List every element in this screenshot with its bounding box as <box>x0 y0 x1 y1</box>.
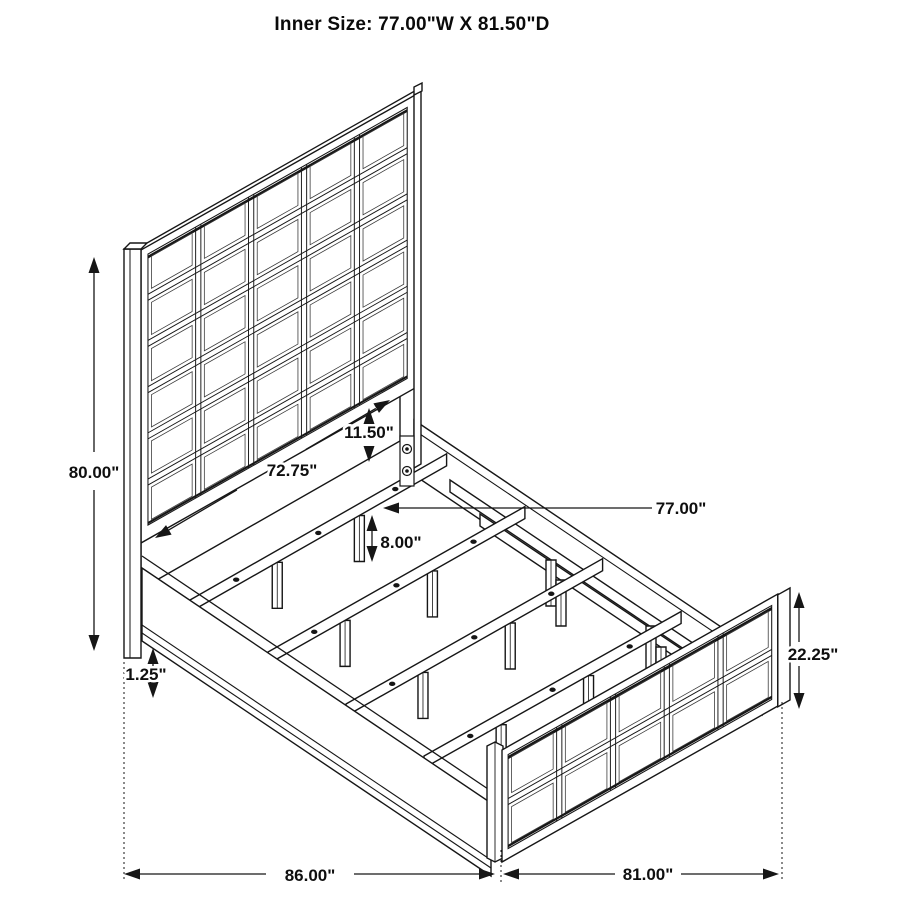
dim-footboard-height-label: 22.25" <box>787 645 839 664</box>
arrowhead <box>367 515 378 531</box>
arrowhead <box>794 592 805 608</box>
right-rail-ledge <box>414 430 736 647</box>
screw-dot <box>315 531 321 535</box>
screw-dot <box>392 487 398 491</box>
arrowhead <box>148 682 159 698</box>
arrowhead <box>383 503 399 514</box>
screw-dot <box>393 583 399 587</box>
dim-overall-width-label: 81.00" <box>622 865 674 884</box>
dim-headboard-height-label: 80.00" <box>68 463 120 482</box>
screw-dot <box>471 635 477 639</box>
left-side-rail <box>142 556 491 876</box>
screw-dot <box>548 592 554 596</box>
headboard-right-post <box>414 91 421 468</box>
screw-dot <box>626 644 632 648</box>
arrowhead <box>124 869 140 880</box>
rail-bracket <box>400 436 414 486</box>
dim-slat-inner-width-label: 77.00" <box>655 499 707 518</box>
diagram-title: Inner Size: 77.00"W X 81.50"D <box>274 14 550 35</box>
screw-dot <box>470 539 476 543</box>
arrowhead <box>763 869 779 880</box>
arrowhead <box>89 635 100 651</box>
headboard-left-post <box>124 249 141 658</box>
screw-dot <box>467 734 473 738</box>
arrowhead <box>89 257 100 273</box>
screw-dot <box>389 682 395 686</box>
arrowhead <box>794 693 805 709</box>
left-rail-face <box>142 568 491 876</box>
screw-dot <box>233 577 239 581</box>
arrowhead <box>367 546 378 562</box>
dim-slat-leg-height-label: 8.00" <box>380 533 422 552</box>
arrowhead <box>503 869 519 880</box>
dim-overall-length-label: 86.00" <box>284 866 336 885</box>
bracket-bolt <box>405 447 409 451</box>
dim-headboard-width-label: 72.75" <box>266 461 318 480</box>
dim-rail-trim-label: 1.25" <box>125 665 167 684</box>
bracket-bolt <box>405 469 409 473</box>
screw-dot <box>549 688 555 692</box>
screw-dot <box>311 630 317 634</box>
dim-head-rail-height-label: 11.50" <box>344 423 394 442</box>
